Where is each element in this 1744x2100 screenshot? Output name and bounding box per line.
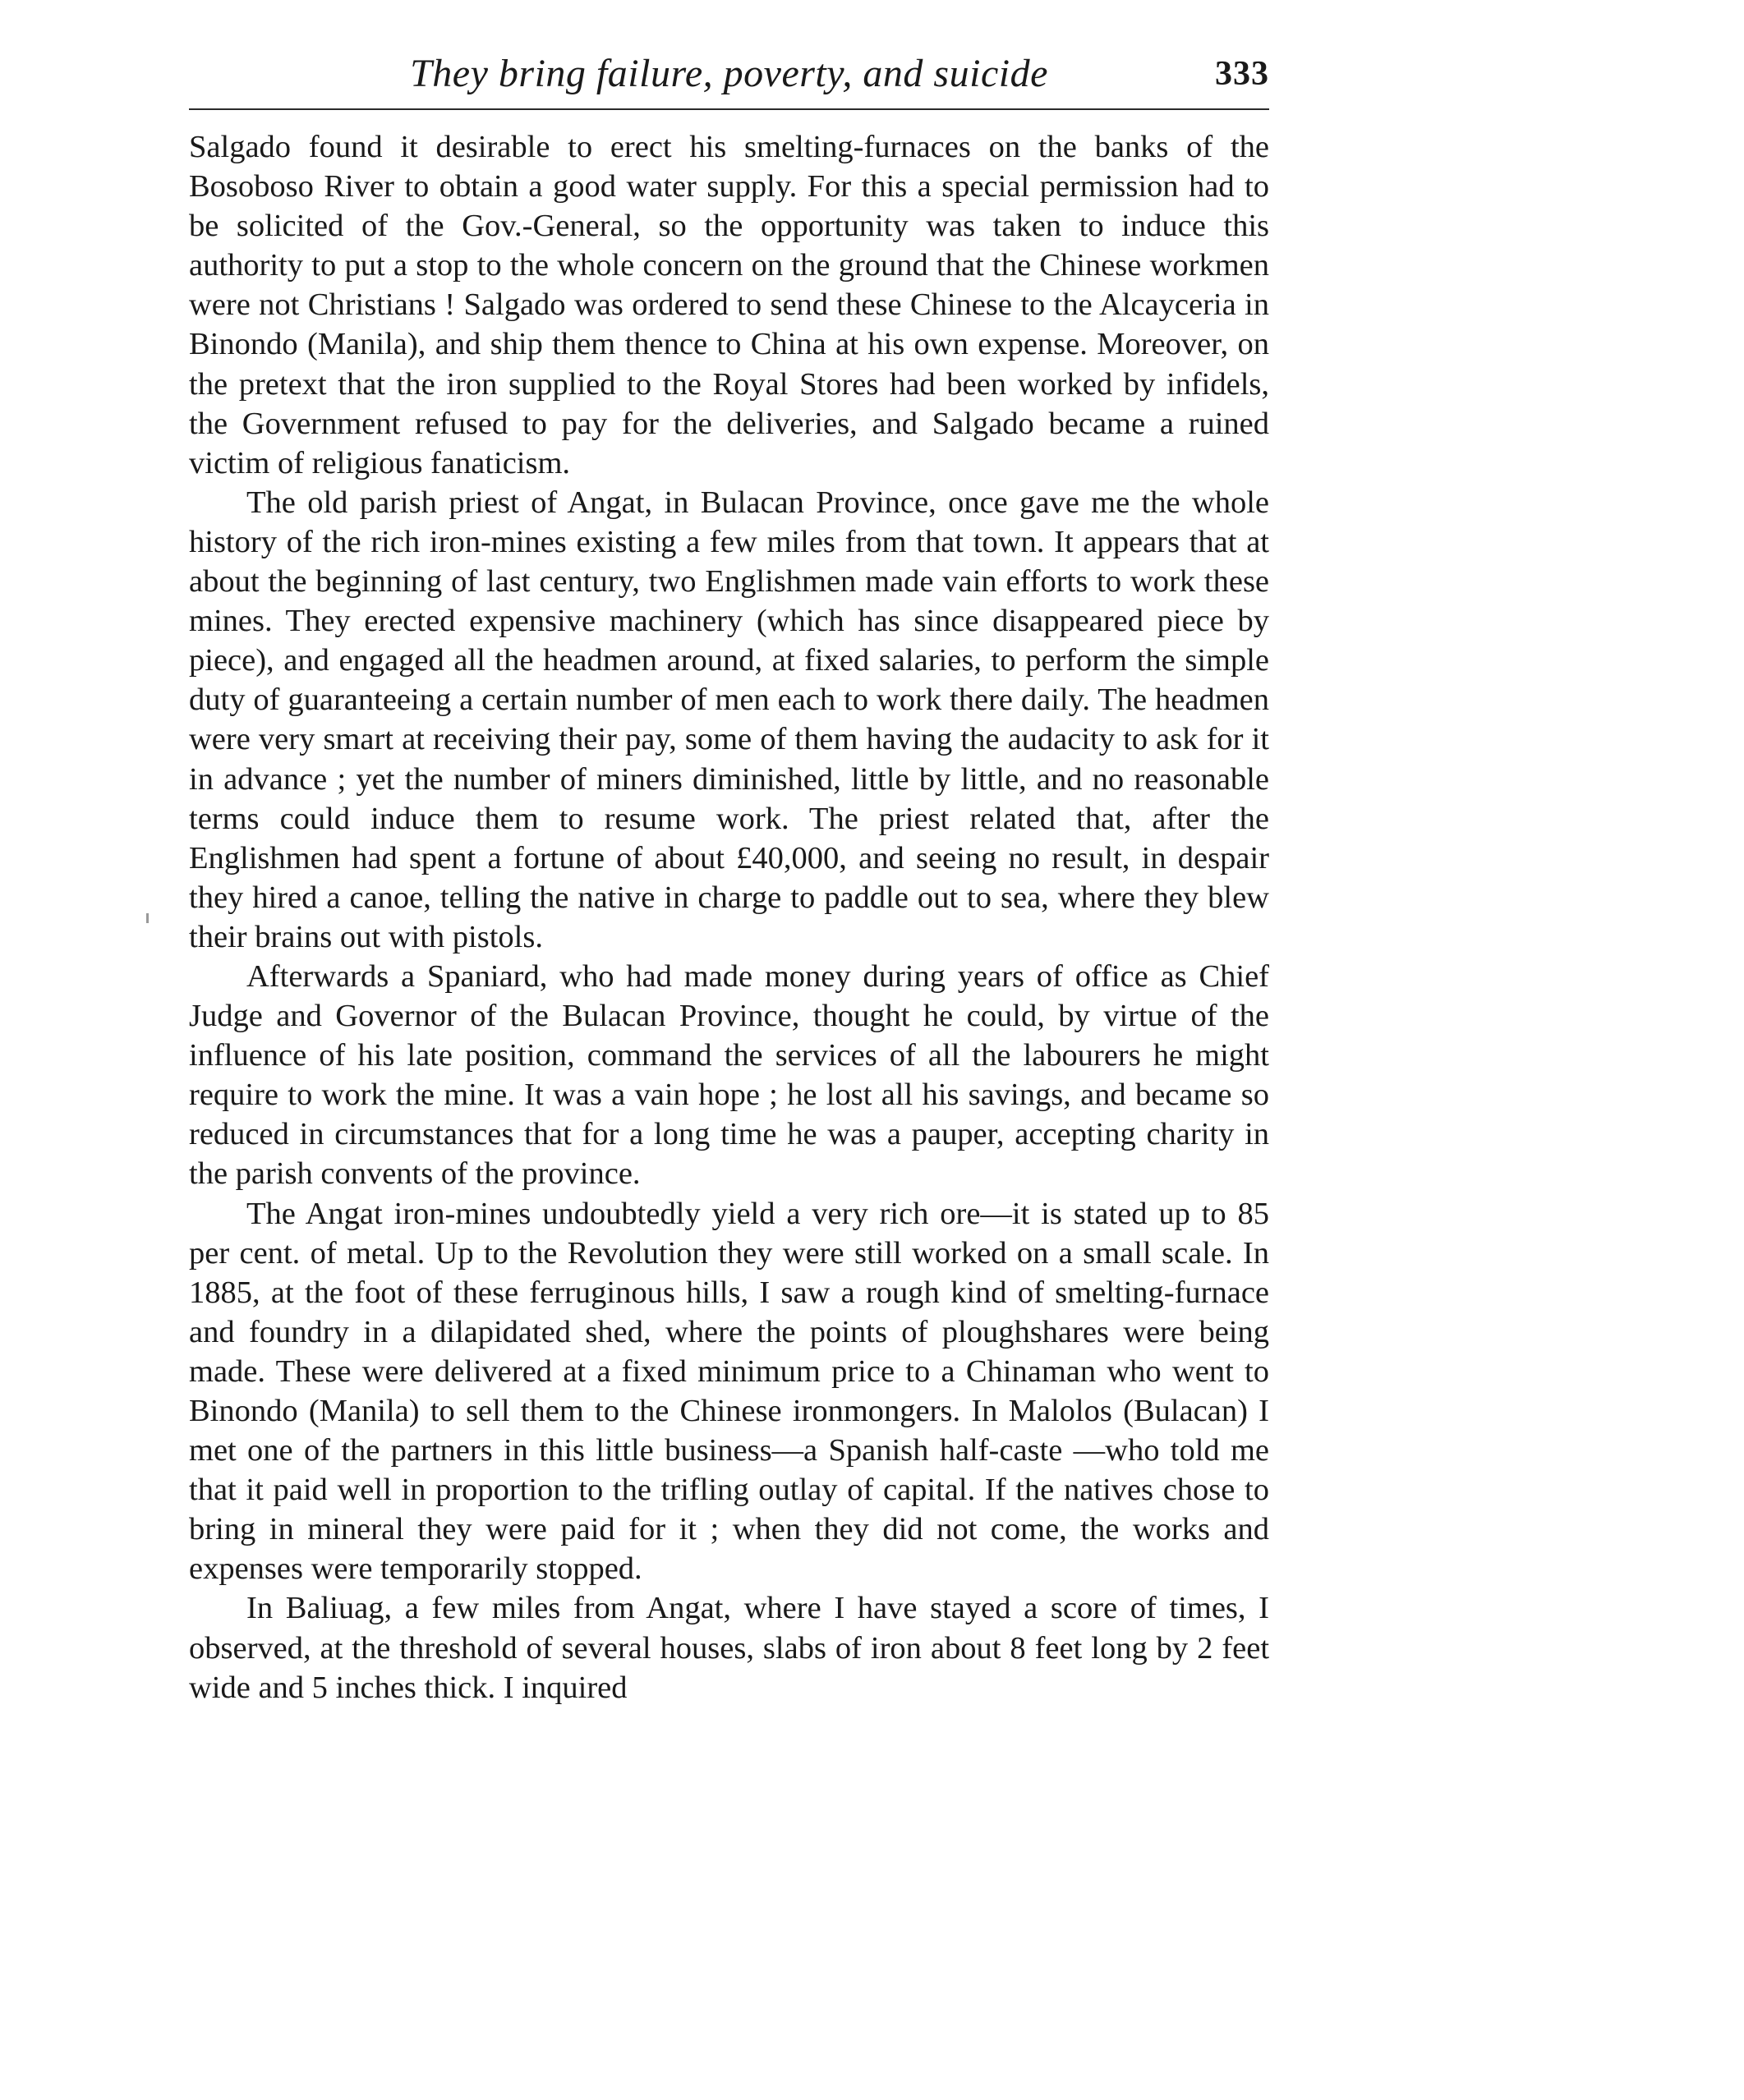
text-line: town. It appears that at about the beginning of last century, two xyxy=(189,524,1270,600)
text-line: The Angat iron-mines undoubtedly yield a very rich ore—it is xyxy=(246,1196,1062,1231)
text-line: about 8 feet long by 2 feet wide and 5 inches thick. I inquired xyxy=(189,1630,1270,1705)
text-line: services of all the labourers he might require to work the mine. It xyxy=(189,1038,1270,1113)
text-line: office as Chief Judge and Governor of the Bulacan Province, thought xyxy=(189,958,1269,1034)
text-line: on the ground that the Chinese workmen were not Christians ! Salgado xyxy=(189,248,1269,323)
text-line: Salgado became a ruined victim of religious fanaticism. xyxy=(189,406,1270,480)
text-line: delivered at a fixed minimum price to a Chinaman who went to Binondo xyxy=(189,1353,1269,1428)
running-title: They bring failure, poverty, and suicide xyxy=(410,52,1048,95)
text-line: number of miners diminished, little by little, and no reasonable terms xyxy=(189,761,1269,836)
paragraph xyxy=(189,483,1269,957)
paragraph xyxy=(189,1194,1269,1589)
paragraph xyxy=(189,957,1269,1194)
text-line: there daily. The headmen were very smart at receiving their pay, xyxy=(189,682,1269,757)
text-line: and ship them thence to China at his own expense. Moreover, on the xyxy=(189,327,1270,402)
text-line: hills, I saw a rough kind of smelting-furnace and foundry in a dilapidated xyxy=(189,1275,1270,1349)
text-line: permission had to be solicited of the Gov.-General, so the opportunity xyxy=(189,169,1270,244)
text-line: capital. If the natives chose to bring in mineral they were paid for it ; xyxy=(189,1473,1269,1547)
text-line: Salgado found it desirable to erect his smelting-furnaces on the banks xyxy=(189,130,1169,164)
text-line: The old parish priest of Angat, in Bulacan Province, once gave me xyxy=(246,485,1130,520)
text-line: pretext that the iron supplied to the Royal Stores had been worked xyxy=(238,366,1113,402)
text-line: was ordered to send these Chinese to the Alcayceria in Binondo (Manila), xyxy=(189,287,1270,362)
page-number: 333 xyxy=(1215,55,1269,93)
text-line: engaged all the headmen around, at fixed salaries, to perform the xyxy=(338,643,1176,678)
text-line: he could, by virtue of the influence of his late position, command the xyxy=(189,999,1270,1073)
paragraph xyxy=(189,1588,1269,1707)
margin-mark xyxy=(146,913,149,923)
text-line: by infidels, the Government refused to pay for the deliveries, and xyxy=(189,366,1270,441)
text-line: was taken to induce this authority to put a stop to the whole concern xyxy=(189,209,1269,283)
text-line: of times, I observed, at the threshold of several houses, slabs of iron xyxy=(189,1591,1269,1666)
header-rule xyxy=(189,108,1269,110)
text-line: —who told me that it paid well in proportion to the trifling outlay of xyxy=(189,1433,1270,1508)
text-line: in the parish convents of the province. xyxy=(189,1117,1270,1192)
text-line: I met one of the partners in this little business—a Spanish half-caste xyxy=(189,1394,1269,1468)
text-line: Englishmen made vain efforts to work these mines. They erected xyxy=(189,564,1270,639)
text-line: stated up to 85 per cent. of metal. Up to the Revolution they were xyxy=(189,1196,1270,1271)
text-line: of the Bosoboso River to obtain a good water supply. For this a special xyxy=(189,130,1270,204)
text-line: Afterwards a Spaniard, who had made money during years of xyxy=(246,958,1063,994)
text-line: shed, where the points of ploughshares were being made. These were xyxy=(189,1314,1269,1389)
body-text xyxy=(189,127,1269,1707)
text-line: could induce them to resume work. The priest related that, after xyxy=(279,801,1210,836)
text-line: result, in despair they hired a canoe, telling the native in charge to xyxy=(189,840,1269,915)
paragraph xyxy=(189,127,1269,483)
text-line: the whole history of the rich iron-mines existing a few miles from that xyxy=(189,485,1270,559)
running-header xyxy=(189,45,1269,103)
text-line: when they did not come, the works and expenses were temporarily stopped. xyxy=(189,1512,1270,1587)
text-line: In Baliuag, a few miles from Angat, where I have stayed a score xyxy=(246,1591,1118,1626)
text-line: expensive machinery (which has since disappeared piece by piece), and xyxy=(189,604,1269,678)
text-line: was a vain hope ; he lost all his savings, and became so reduced in xyxy=(189,1078,1270,1152)
text-line: simple duty of guaranteeing a certain number of men each to work xyxy=(189,643,1270,718)
text-line: (Manila) to sell them to the Chinese ironmongers. In Malolos (Bulacan) xyxy=(308,1394,1248,1428)
text-line: circumstances that for a long time he was a pauper, accepting charity xyxy=(334,1117,1235,1152)
text-line: still worked on a small scale. In 1885, at the foot of these ferruginous xyxy=(189,1235,1269,1310)
text-line: some of them having the audacity to ask for it in advance ; yet the xyxy=(189,722,1270,797)
text-line: paddle out to sea, where they blew their brains out with pistols. xyxy=(189,880,1269,954)
text-line: the Englishmen had spent a fortune of about £40,000, and seeing no xyxy=(189,801,1270,875)
